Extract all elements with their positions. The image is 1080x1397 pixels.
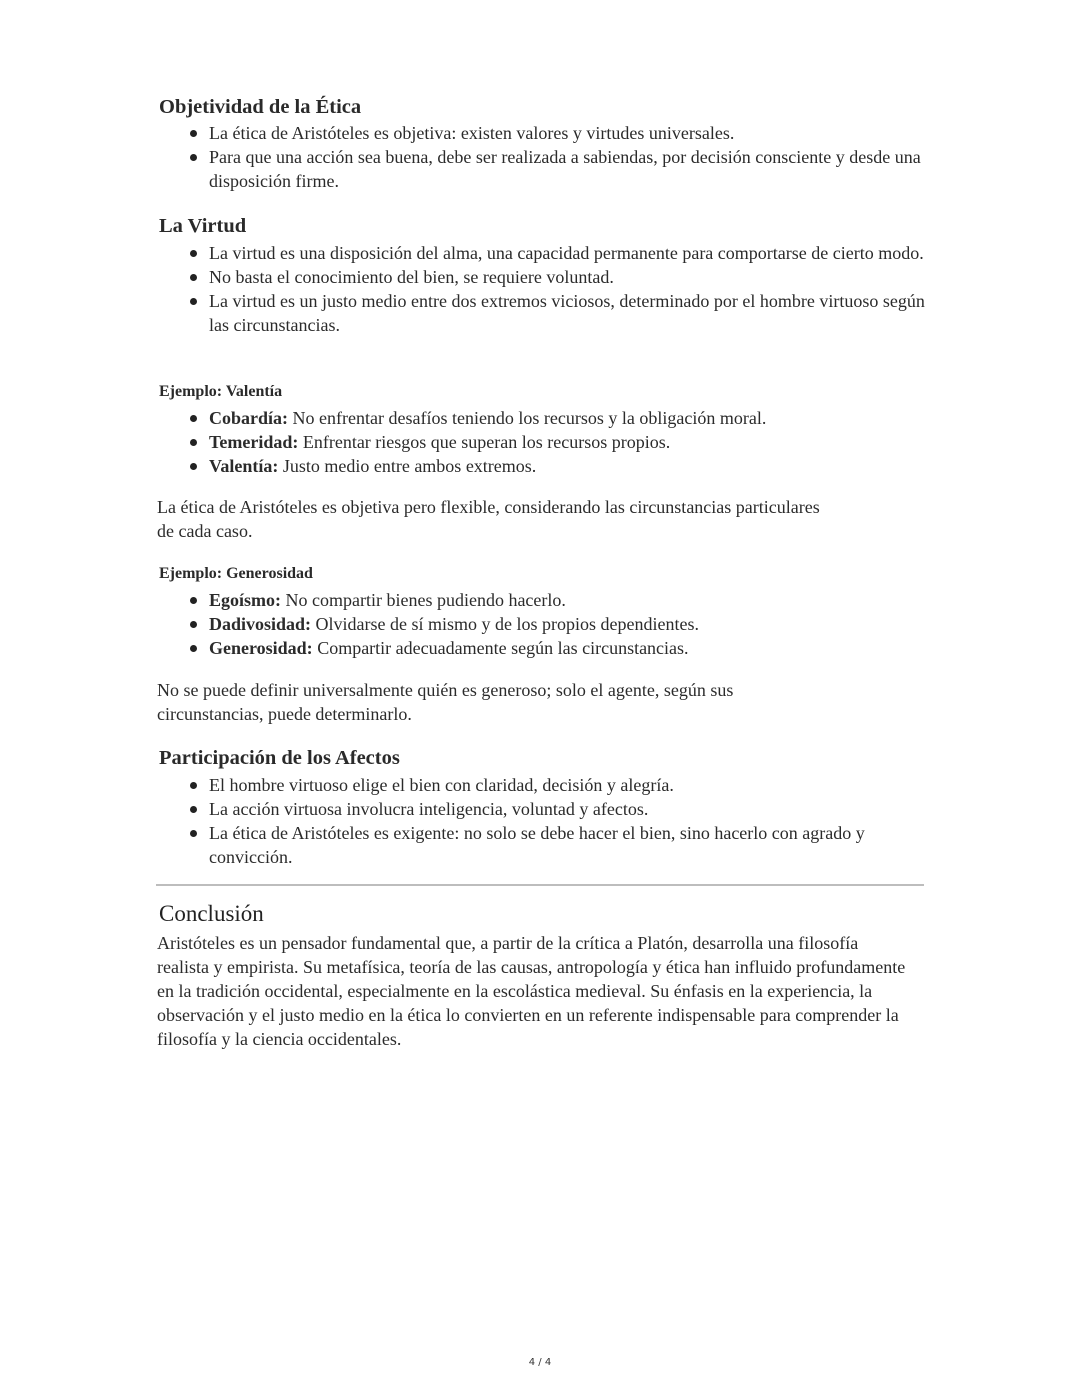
term: Egoísmo:: [209, 590, 281, 610]
list-item: [157, 588, 927, 612]
term: Cobardía:: [209, 408, 289, 428]
list-item: La ética de Aristóteles es objetiva: existen valores y virtudes universales.: [157, 121, 927, 145]
list-item: La virtud es una disposición del alma, una capacidad permanente para comportarse de cierto modo.: [157, 241, 927, 265]
section-heading: La Virtud: [159, 215, 247, 237]
term: Valentía:: [209, 456, 279, 476]
page-number: 4 / 4: [528, 1357, 552, 1368]
section-heading: Objetividad de la Ética: [159, 96, 362, 118]
list-item: [157, 454, 927, 478]
list-item: [157, 612, 927, 636]
paragraph: La ética de Aristóteles es objetiva pero flexible, considerando las circunstancias particulares de cada caso.: [157, 497, 820, 541]
paragraph: No se puede definir universalmente quién es generoso; solo el agente, según sus circunstancias, puede determinarlo.: [157, 680, 734, 724]
list-item: La acción virtuosa involucra inteligencia, voluntad y afectos.: [157, 797, 927, 821]
definition: No enfrentar desafíos teniendo los recursos y la obligación moral.: [288, 408, 767, 428]
example-heading: Ejemplo: Valentía: [159, 383, 283, 400]
conclusion-paragraph: Aristóteles es un pensador fundamental que, a partir de la crítica a Platón, desarrolla una filosofía realista y empirista. Su metafísica, teoría de las causas, antropología y ética han influido profundamente en la tradición occidental, especialmente en la escolástica medieval. Su énfasis en la experiencia, la observación y el justo medio en la ética lo convierten en un referente indispensable para comprender la filosofía y la ciencia occidentales.: [157, 933, 906, 1049]
section-afectos: [157, 746, 927, 869]
definition: Compartir adecuadamente según las circunstancias.: [312, 638, 689, 658]
list-item: El hombre virtuoso elige el bien con claridad, decisión y alegría.: [157, 773, 927, 797]
list-item: La ética de Aristóteles es exigente: no solo se debe hacer el bien, sino hacerlo con agrado y convicción.: [157, 821, 927, 869]
list-item: La virtud es un justo medio entre dos extremos viciosos, determinado por el hombre virtuoso según las circunstancias.: [157, 289, 927, 337]
list-item: Para que una acción sea buena, debe ser realizada a sabiendas, por decisión consciente y desde una disposición firme.: [157, 145, 927, 193]
section-conclusion: [157, 900, 927, 1051]
list-item: [157, 406, 927, 430]
section-objetividad: [157, 95, 927, 193]
section-valentia: [157, 381, 927, 543]
divider: [156, 884, 924, 886]
term: Temeridad:: [209, 432, 299, 452]
section-heading: Participación de los Afectos: [159, 747, 400, 769]
definition: No compartir bienes pudiendo hacerlo.: [281, 590, 566, 610]
list-item: No basta el conocimiento del bien, se requiere voluntad.: [157, 265, 927, 289]
section-generosidad: [157, 563, 927, 726]
list-item: [157, 636, 927, 660]
term: Dadivosidad:: [209, 614, 312, 634]
term: Generosidad:: [209, 638, 313, 658]
section-virtud: [157, 214, 927, 337]
list-item: [157, 430, 927, 454]
definition: Olvidarse de sí mismo y de los propios dependientes.: [311, 614, 699, 634]
definition: Justo medio entre ambos extremos.: [278, 456, 537, 476]
definition: Enfrentar riesgos que superan los recursos propios.: [298, 432, 671, 452]
conclusion-heading: Conclusión: [159, 901, 264, 926]
example-heading: Ejemplo: Generosidad: [159, 565, 313, 582]
